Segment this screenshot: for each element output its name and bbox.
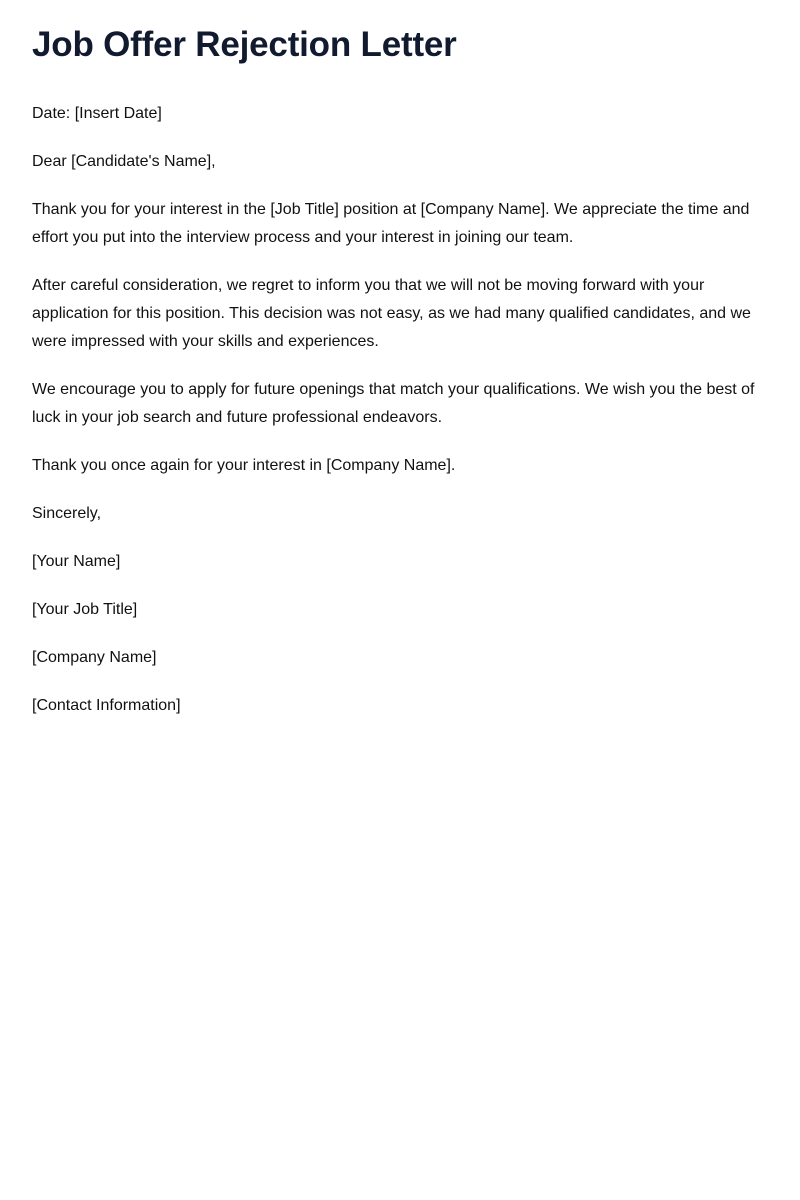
signature-contact: [Contact Information] [32,697,181,714]
signature-company: [Company Name] [32,649,157,666]
body-paragraph-1: Thank you for your interest in the [Job Title] position at [Company Name]. We appreciate the time and effort you put into the interview process and your interest in joining our team. [32,201,750,246]
signature-name: [Your Name] [32,553,121,570]
body-paragraph-3: We encourage you to apply for future openings that match your qualifications. We wish you the best of luck in your job search and future professional endeavors. [32,381,755,426]
date-line: Date: [Insert Date] [32,105,162,122]
letter-title: Job Offer Rejection Letter [32,25,457,64]
body-paragraph-4: Thank you once again for your interest in [Company Name]. [32,457,456,474]
salutation: Dear [Candidate's Name], [32,153,216,170]
closing: Sincerely, [32,505,102,522]
signature-job-title: [Your Job Title] [32,601,138,618]
body-paragraph-2: After careful consideration, we regret to inform you that we will not be moving forward with your application for this position. This decision was not easy, as we had many qualified candidates, and we were impressed with your skills and experiences. [32,277,751,350]
